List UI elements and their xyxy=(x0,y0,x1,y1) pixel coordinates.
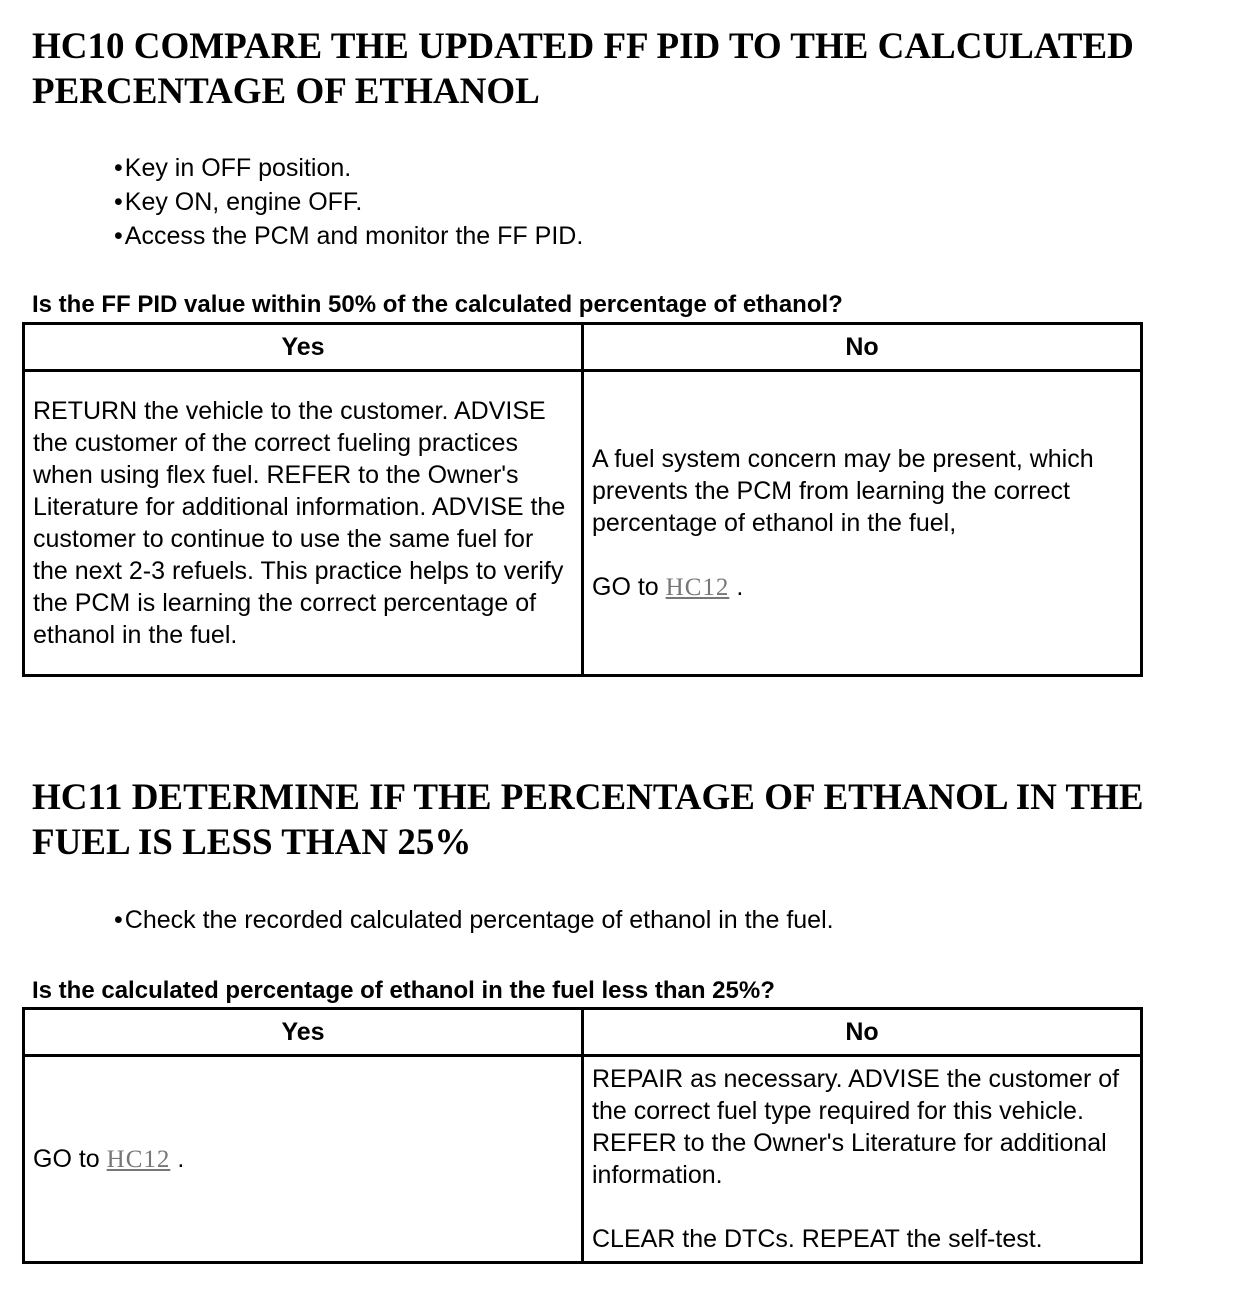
no-cell-text: A fuel system concern may be present, which prevents the PCM from learning the correct percentage of ethanol in the fuel, xyxy=(592,444,1094,537)
decision-table-hc10 xyxy=(22,322,1143,677)
step-item: • Access the PCM and monitor the FF PID. xyxy=(114,219,583,253)
goto-suffix: . xyxy=(736,572,744,601)
table-row xyxy=(24,1056,1142,1263)
no-column-header: No xyxy=(583,324,1142,371)
table-row xyxy=(24,371,1142,676)
yes-column-header: Yes xyxy=(24,324,583,371)
goto-hc12-link[interactable]: HC12 xyxy=(106,1145,171,1173)
yes-column-header: Yes xyxy=(24,1009,583,1056)
decision-question-hc10: Is the FF PID value within 50% of the calculated percentage of ethanol? xyxy=(32,291,843,318)
step-item: • Check the recorded calculated percentage of ethanol in the fuel. xyxy=(114,903,834,937)
goto-prefix: GO to xyxy=(33,1144,100,1173)
yes-cell xyxy=(24,1056,583,1263)
decision-question-hc11: Is the calculated percentage of ethanol in the fuel less than 25%? xyxy=(32,977,775,1004)
no-column-header: No xyxy=(583,1009,1142,1056)
yes-cell: RETURN the vehicle to the customer. ADVISE the customer of the correct fueling practices when using flex fuel. REFER to the Owner's Literature for additional information. ADVISE the customer to continue to use the same fuel for the next 2-3 refuels. This practice helps to verify the PCM is learning the correct percentage of ethanol in the fuel. xyxy=(24,371,583,676)
step-item: • Key in OFF position. xyxy=(114,151,583,185)
section-heading-hc11: HC11 DETERMINE IF THE PERCENTAGE OF ETHANOL IN THE FUEL IS LESS THAN 25% xyxy=(32,777,1144,863)
table-header-row xyxy=(24,1009,1142,1056)
no-cell xyxy=(583,371,1142,676)
table-header-row xyxy=(24,324,1142,371)
goto-suffix: . xyxy=(177,1144,185,1173)
section-heading-hc10: HC10 COMPARE THE UPDATED FF PID TO THE CALCULATED PERCENTAGE OF ETHANOL xyxy=(32,26,1134,112)
goto-hc12-link[interactable]: HC12 xyxy=(665,573,730,601)
step-item: • Key ON, engine OFF. xyxy=(114,185,583,219)
goto-prefix: GO to xyxy=(592,572,659,601)
step-list-hc10 xyxy=(114,151,583,253)
no-cell-text-2: CLEAR the DTCs. REPEAT the self-test. xyxy=(592,1225,1043,1253)
no-cell-text: REPAIR as necessary. ADVISE the customer of the correct fuel type required for this vehicle. REFER to the Owner's Literature for additional information. xyxy=(592,1065,1120,1189)
decision-table-hc11 xyxy=(22,1007,1143,1264)
step-list-hc11 xyxy=(114,903,834,937)
no-cell xyxy=(583,1056,1142,1263)
